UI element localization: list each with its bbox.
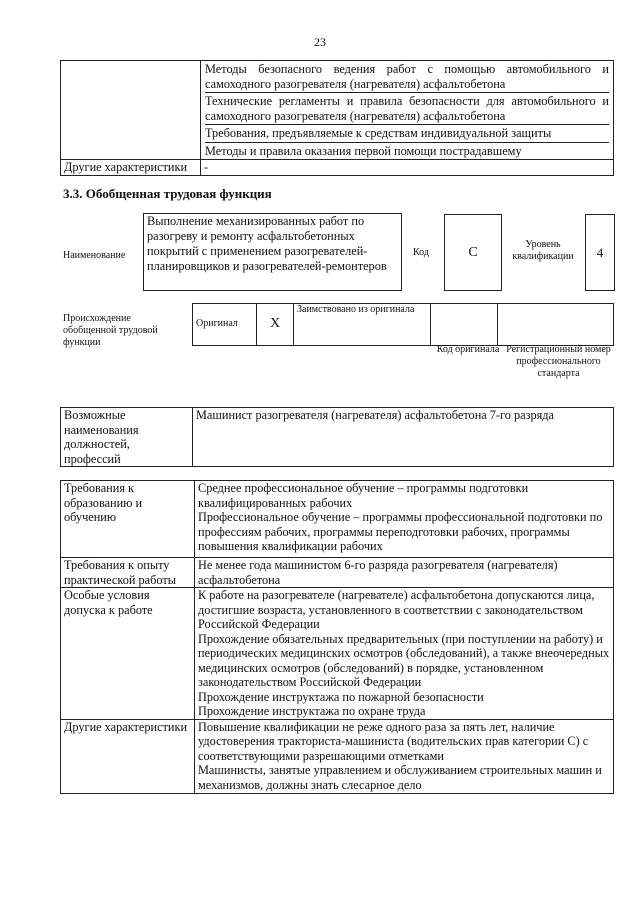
req-label: Другие характеристики [61, 719, 195, 793]
req-line: Прохождение обязательных предварительных (при поступлении на работу) и периодических медицинских осмотров (обследований), а также внеочередных медицинских осмотров (обследований) в порядке, установленном законодательством Российской Федерации [198, 631, 610, 689]
req-line: К работе на разогревателе (нагревателе) асфальтобетона допускаются лица, достигшие возраста, установленного в соответствии с законодательством Российской Федерации [198, 588, 595, 631]
req-label: Особые условия допуска к работе [61, 588, 195, 720]
code-original-cell [431, 304, 498, 346]
code-value: С [468, 245, 478, 260]
table-row [61, 719, 614, 793]
table-row [61, 558, 614, 588]
req-value [195, 719, 614, 793]
top-table-content [201, 61, 614, 160]
requirements-table [60, 480, 614, 794]
original-mark: X [257, 304, 294, 346]
table-row [61, 588, 614, 720]
other-label: Другие характеристики [61, 160, 201, 176]
code-box [444, 214, 502, 291]
function-name: Выполнение механизированных работ по разогреву и ремонту асфальтобетонных покрытий с применением разогревателей-планировщиков и разогревателей-ремонтеров [143, 213, 402, 291]
positions-table [60, 407, 614, 467]
req-value [195, 588, 614, 720]
section-title: 3.3. Обобщенная трудовая функция [63, 186, 272, 201]
req-line: Машинисты, занятые управлением и обслуживанием строительных машин и механизмов, должны знать слесарное дело [198, 763, 602, 792]
list-item: Требования, предъявляемые к средствам индивидуальной защиты [205, 125, 609, 143]
req-label: Требования к образованию и обучению [61, 481, 195, 558]
level-value: 4 [596, 245, 604, 260]
name-label: Наименование [63, 250, 126, 261]
other-value: - [201, 160, 614, 176]
req-label: Требования к опыту практической работы [61, 558, 195, 588]
list-item: Технические регламенты и правила безопасности для автомобильного и самоходного разогревателя (нагревателя) асфальтобетона [205, 93, 609, 125]
req-value [195, 481, 614, 558]
original-label: Оригинал [193, 304, 257, 346]
origin-label: Происхождение обобщенной трудовой функции [63, 313, 158, 348]
code-original-caption: Код оригинала [436, 344, 500, 355]
origin-table [192, 303, 614, 346]
top-table [60, 60, 614, 176]
req-line: Прохождение инструктажа по пожарной безопасности [198, 689, 484, 704]
req-line: Среднее профессиональное обучение – программы подготовки квалифицированных рабочих [198, 481, 529, 510]
code-label: Код [413, 247, 429, 258]
req-line: Не менее года машинистом 6-го разряда разогревателя (нагревателя) асфальтобетона [198, 558, 558, 587]
req-line: Прохождение инструктажа по охране труда [198, 704, 426, 718]
list-item: Методы и правила оказания первой помощи пострадавшему [205, 143, 522, 158]
req-line: Профессиональное обучение – программы профессиональной подготовки по профессиям рабочих, программы переподготовки рабочих, программы повышения квалификации рабочих [198, 510, 603, 553]
req-line: Повышение квалификации не реже одного раза за пять лет, наличие удостоверения тракториста-машиниста (водительских прав категории С) с соответствующими разрешающими отметками [198, 719, 589, 763]
page-number: 23 [314, 35, 326, 49]
reg-number-caption: Регистрационный номер профессионального стандарта [506, 344, 611, 379]
table-row [61, 481, 614, 558]
level-box [585, 214, 615, 291]
borrowed-label: Заимствовано из оригинала [294, 304, 431, 346]
positions-value: Машинист разогревателя (нагревателя) асфальтобетона 7-го разряда [193, 408, 614, 467]
positions-label: Возможные наименования должностей, профессий [61, 408, 193, 467]
top-table-empty-cell [61, 61, 201, 160]
list-item: Методы безопасного ведения работ с помощью автомобильного и самоходного разогревателя (нагревателя) асфальтобетона [205, 61, 609, 93]
req-value [195, 558, 614, 588]
reg-number-cell [498, 304, 614, 346]
level-label: Уровень квалификации [512, 239, 574, 262]
